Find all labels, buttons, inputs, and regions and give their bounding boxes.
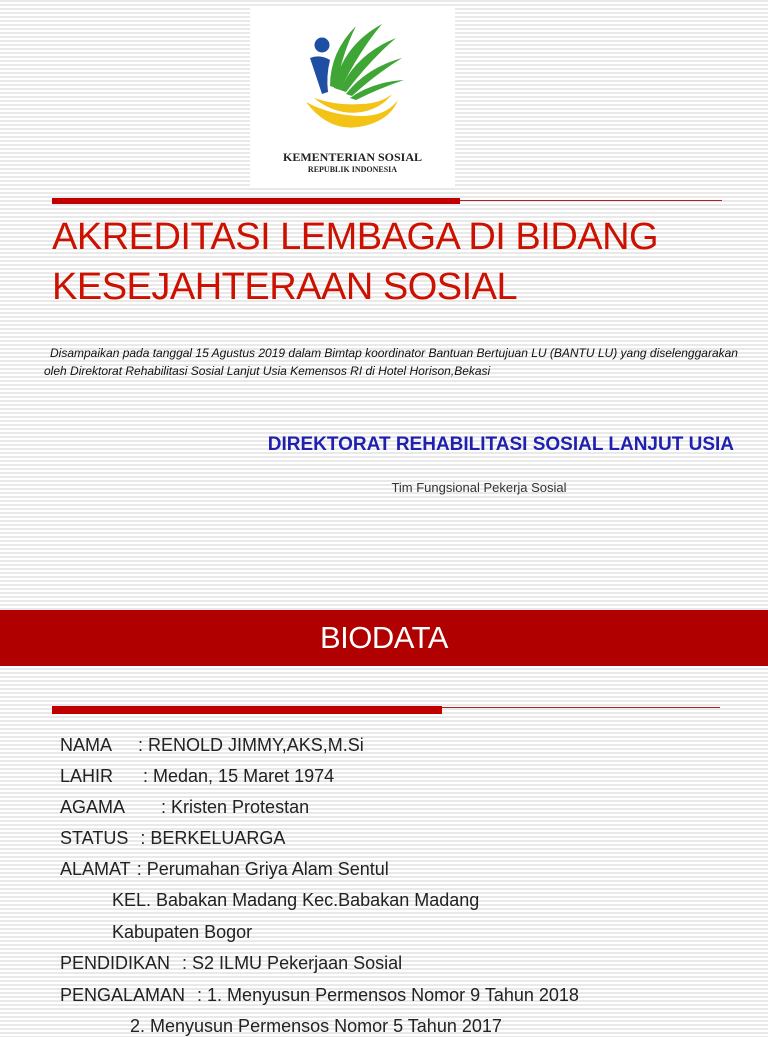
title-banner	[0, 610, 768, 666]
slide-title	[52, 212, 762, 312]
bio-value: KEL. Babakan Madang Kec.Babakan Madang	[112, 890, 480, 910]
slide-title-line1: AKREDITASI LEMBAGA DI BIDANG	[52, 216, 659, 258]
bio-row-lahir	[60, 766, 334, 787]
logo-org-subtitle: REPUBLIK INDONESIA	[307, 165, 398, 174]
bio-label: STATUS	[60, 828, 129, 848]
bio-row-alamat-cont	[112, 890, 479, 911]
bio-label: NAMA	[60, 735, 113, 755]
accent-bar	[52, 198, 460, 204]
team-name: Tim Fungsional Pekerja Sosial	[391, 480, 567, 495]
bio-value: : Medan, 15 Maret 1974	[143, 766, 335, 786]
bio-label: AGAMA	[60, 797, 126, 817]
bio-value: 2. Menyusun Permensos Nomor 5 Tahun 2017	[130, 1016, 502, 1036]
bio-value: : 1. Menyusun Permensos Nomor 9 Tahun 2018	[197, 985, 579, 1005]
bio-label: LAHIR	[60, 766, 114, 786]
bio-value: : RENOLD JIMMY,AKS,M.Si	[138, 735, 364, 755]
bio-row-alamat	[60, 859, 389, 880]
logo-emblem-icon	[300, 16, 406, 148]
bio-row-agama	[60, 797, 309, 818]
bio-row-pengalaman-cont	[130, 1016, 502, 1037]
kementerian-sosial-logo	[250, 6, 455, 186]
bio-value: : S2 ILMU Pekerjaan Sosial	[182, 953, 403, 973]
bio-row-pendidikan	[60, 953, 402, 974]
bio-label: PENDIDIKAN	[60, 953, 171, 973]
bio-value: : BERKELUARGA	[140, 828, 286, 848]
bio-value: : Kristen Protestan	[161, 797, 310, 817]
bio-value: : Perumahan Griya Alam Sentul	[136, 859, 389, 879]
bio-row-status	[60, 828, 285, 849]
logo-org-name: KEMENTERIAN SOSIAL	[282, 150, 423, 164]
intro-text: Disampaikan pada tanggal 15 Agustus 2019 dalam Bimtap koordinator Bantuan Bertujuan LU (BANTU LU) yang diselenggarakan oleh Direktorat Rehabilitasi Sosial Lanjut Usia Kemensos RI di Hotel Horison,Bekasi	[44, 346, 738, 378]
bio-label: PENGALAMAN	[60, 985, 186, 1005]
bio-value: Kabupaten Bogor	[112, 922, 253, 942]
biodata-title: BIODATA	[320, 620, 448, 655]
bio-row-alamat-cont	[112, 922, 252, 943]
biodata-slide	[0, 580, 768, 1036]
bio-label: ALAMAT	[60, 859, 131, 879]
directorate-name: DIREKTORAT REHABILITASI SOSIAL LANJUT USIA	[267, 434, 734, 455]
bio-row-pengalaman	[60, 985, 579, 1006]
slide-title-line2: KESEJAHTERAAN SOSIAL	[52, 266, 518, 308]
bio-row-nama	[60, 735, 364, 756]
accent-bar	[52, 706, 442, 714]
